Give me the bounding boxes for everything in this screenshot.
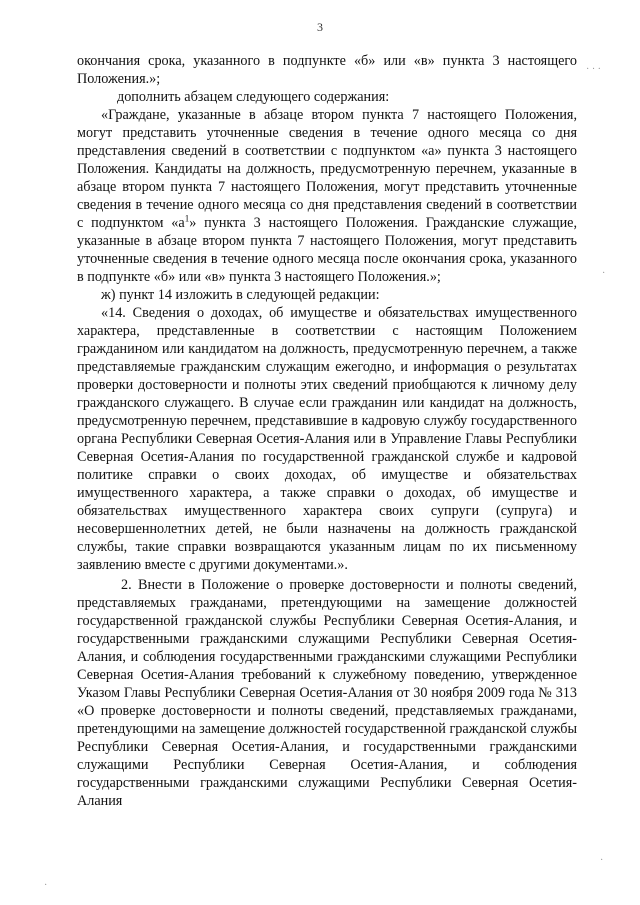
paragraph-point-14-intro: ж) пункт 14 изложить в следующей редакции: (101, 287, 380, 303)
document-body (77, 52, 577, 810)
paragraph-section-2: 2. Внести в Положение о проверке достоверности и полноты сведений, представляемых гражданами, претендующими на замещение должностей государственной гражданской службы Республики Северная Осетия-Алания, и государственными гражданскими служащими Республики Северная Осетия-Алания, и соблюдения государственными гражданскими служащими Республики Северная Осетия-Алания требований к служебному поведению, утвержденное Указом Главы Республики Северная Осетия-Алания от 30 ноября 2009 года № 313 «О проверке достоверности и полноты сведений, представляемых гражданами, претендующими на замещение должностей государственной гражданской службы Республики Северная Осетия-Алания, и государственными гражданскими служащими Республики Северная Осетия-Алания, и соблюдения государственными гражданскими служащими Республики Северная Осетия-Алания (77, 577, 577, 809)
page-number: 3 (317, 20, 323, 34)
paragraph-continuation: окончания срока, указанного в подпункте «б» или «в» пункта 3 настоящего Положения.»; (77, 53, 577, 87)
citizens-clause-text-2: » пункта 3 настоящего Положения. Гражданские служащие, указанные в абзаце втором пункта 7 настоящего Положения, могут представить уточненные сведения в течение одного месяца после окончания срока, указанного в подпункте «б» или «в» пункта 3 настоящего Положения.»; (77, 215, 578, 285)
paragraph-point-14-text: «14. Сведения о доходах, об имуществе и обязательствах имущественного характера, представленные в соответствии с настоящим Положением гражданином или кандидатом на должность, предусмотренную перечнем, а также представляемые гражданским служащим ежегодно, и информация о результатах проверки достоверности и полноты этих сведений приобщаются к личному делу гражданского служащего. В случае если гражданин или кандидат на должность, предусмотренную перечнем, представившие в кадровую службу государственного органа Республики Северная Осетия-Алания или в Управление Главы Республики Северная Осетия-Алания по государственной гражданской службе и кадровой политике справки о своих доходах, об имуществе и обязательствах имущественного характера, а также справки о доходах, об имуществе и обязательствах имущественного характера своих супруги (супруга) и несовершеннолетних детей, не были назначены на должность гражданской службы, такие справки возвращаются указанным лицам по их письменному заявлению вместе с другими документами.». (77, 305, 577, 573)
scan-speck: · (600, 855, 604, 866)
paragraph-citizens-clause (77, 106, 577, 286)
scan-speck: · · · (586, 64, 601, 75)
scan-speck: · (602, 268, 606, 279)
superscript-one: 1 (184, 213, 190, 224)
paragraph-add-clause: дополнить абзацем следующего содержания: (117, 89, 390, 105)
scan-speck: · (44, 880, 48, 891)
citizens-clause-text-1: «Граждане, указанные в абзаце втором пункта 7 настоящего Положения, могут представить уточненные сведения в течение одного месяца со дня представления сведений в соответствии с подпунктом «а» пункта 3 настоящего Положения. Кандидаты на должность, предусмотренную перечнем, указанные в абзаце втором пункта 7 настоящего Положения, могут представить уточненные сведения в течение одного месяца со дня представления сведений в соответствии с подпунктом «а (77, 107, 577, 231)
